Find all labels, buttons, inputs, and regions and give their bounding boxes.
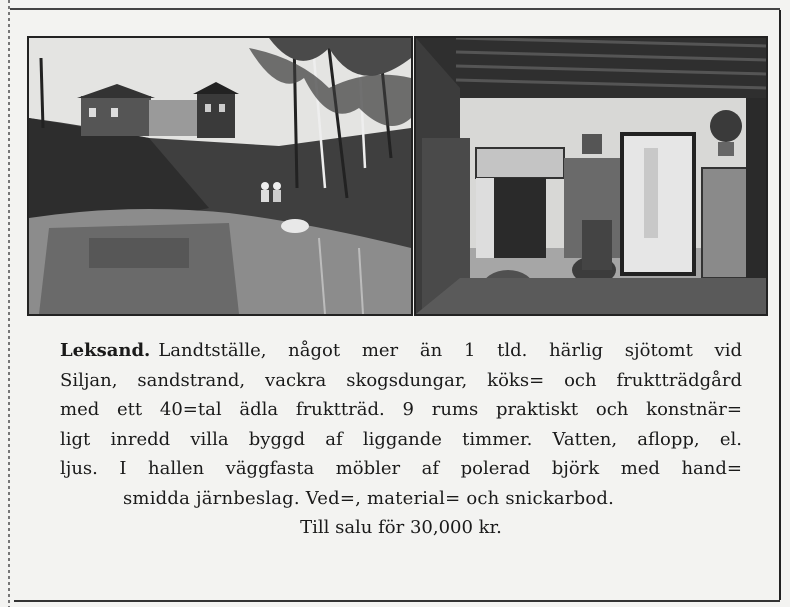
ad-line-6: smidda järnbeslag. Ved=, material= och snickarbod. — [123, 487, 615, 509]
top-border-rule — [10, 8, 780, 10]
hall-interior-illustration — [416, 38, 766, 314]
lakeside-house-illustration — [29, 38, 411, 314]
bottom-border-rule — [14, 600, 780, 602]
ad-line-3: med ett 40=tal ädla fruktträd. 9 rums praktiskt och konstnär= — [60, 399, 742, 420]
ad-line-5: ljus. I hallen väggfasta möbler af polerad björk med hand= — [60, 458, 742, 479]
right-border-rule — [779, 10, 781, 600]
photo-lakeside-house — [27, 36, 413, 316]
ad-line-2: Siljan, sandstrand, vackra skogsdungar, köks= och fruktträdgård — [60, 369, 742, 391]
advertisement-text — [60, 336, 742, 543]
ad-line-1-text: Landtställe, något mer än 1 tld. härlig sjötomt vid — [158, 340, 742, 361]
ad-line-4: ligt inredd villa byggd af liggande timmer. Vatten, aflopp, el. — [60, 428, 742, 450]
ad-line-1 — [60, 336, 742, 366]
ad-price-line: Till salu för 30,000 kr. — [300, 517, 502, 538]
page-scan-edge — [8, 0, 10, 607]
photo-hall-interior — [414, 36, 768, 316]
ad-lead-word: Leksand. — [60, 340, 151, 361]
